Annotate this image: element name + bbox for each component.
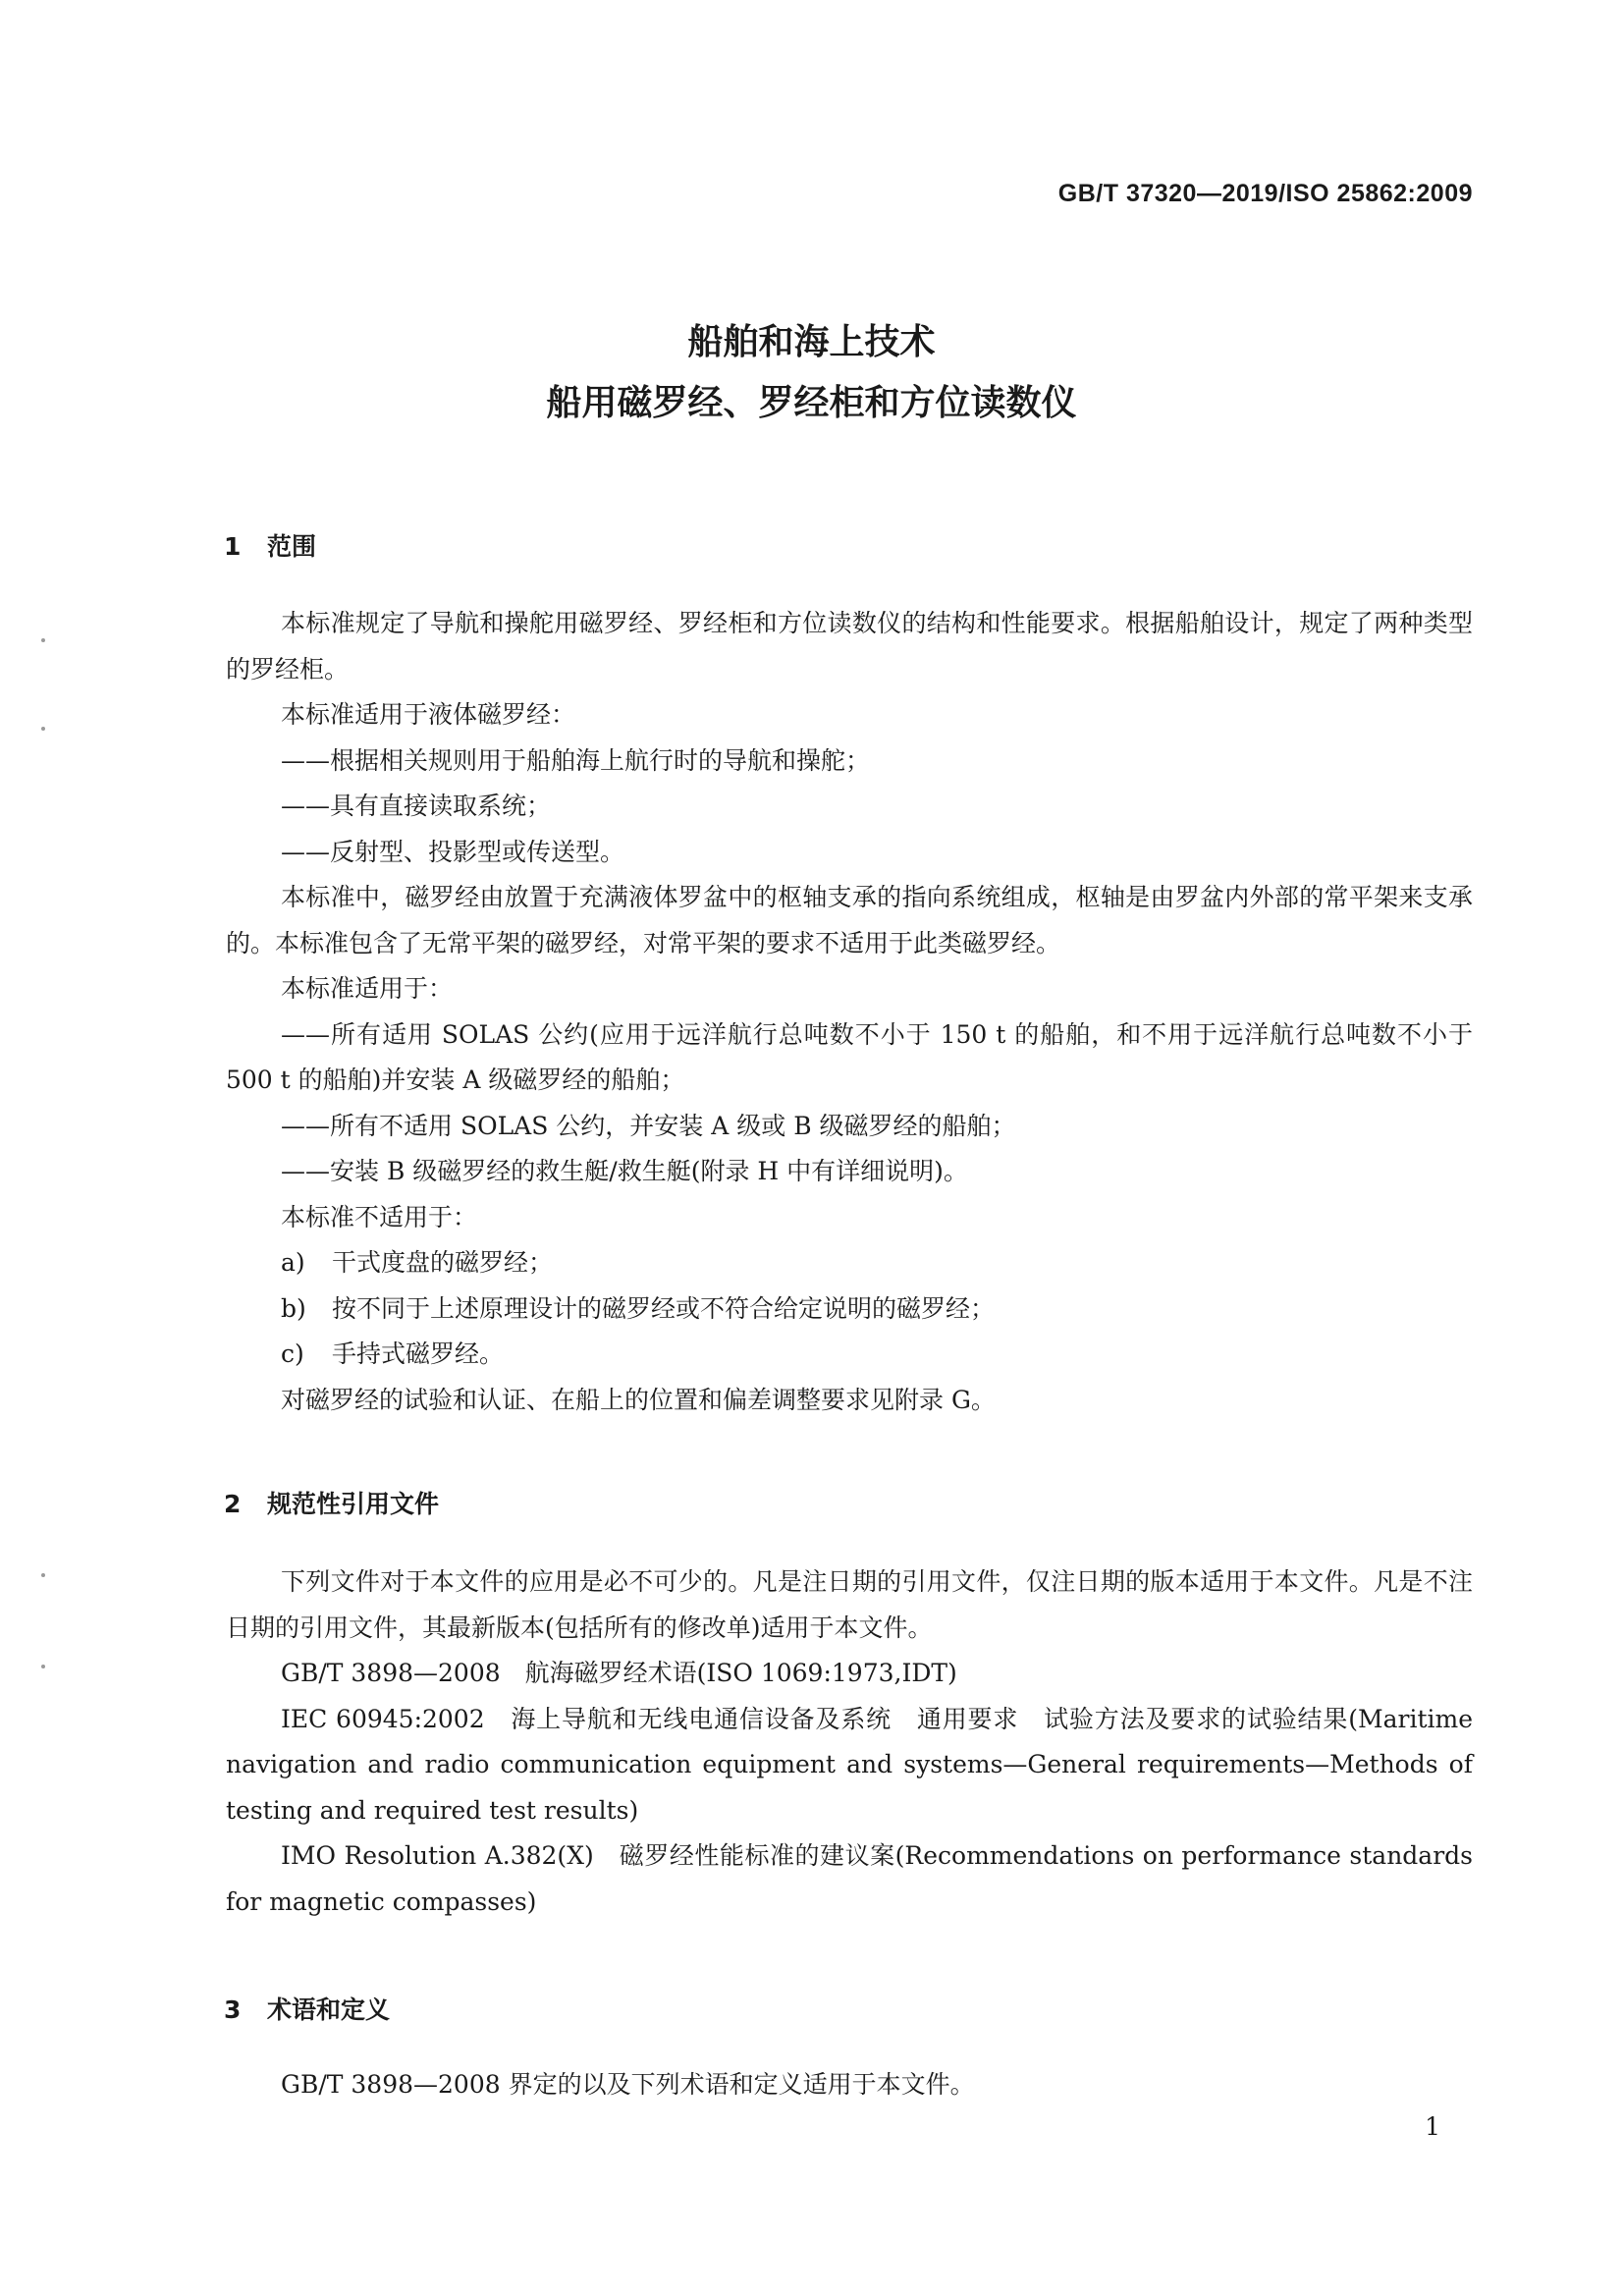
- paragraph: 下列文件对于本文件的应用是必不可少的。凡是注日期的引用文件，仅注日期的版本适用于本文件。凡是不注日期的引用文件，其最新版本(包括所有的修改单)适用于本文件。: [226, 1567, 1473, 1642]
- section-1-heading: [224, 527, 316, 563]
- dash-list-item: ——所有不适用 SOLAS 公约，并安装 A 级或 B 级磁罗经的船舶；: [281, 1111, 1016, 1140]
- section-1-title: 范围: [267, 532, 317, 561]
- title-line-2: 船用磁罗经、罗经柜和方位读数仪: [546, 383, 1077, 423]
- section-3-body: [226, 2062, 1473, 2108]
- dash-list-item: ——根据相关规则用于船舶海上航行时的导航和操舵；: [281, 745, 871, 775]
- paragraph: 本标准中，磁罗经由放置于充满液体罗盆中的枢轴支承的指向系统组成，枢轴是由罗盆内外部的常平架来支承的。本标准包含了无常平架的磁罗经，对常平架的要求不适用于此类磁罗经。: [226, 883, 1473, 957]
- reference-entry: IEC 60945:2002 海上导航和无线电通信设备及系统 通用要求 试验方法及要求的试验结果(Maritime navigation and radio communication equipment and systems—General requirements—Methods of testing and required test results): [226, 1704, 1473, 1825]
- list-item-text: 干式度盘的磁罗经；: [332, 1248, 554, 1277]
- paragraph: 本标准适用于液体磁罗经：: [281, 700, 576, 729]
- scan-speck: [41, 727, 45, 731]
- list-item: [226, 1286, 1473, 1333]
- scan-speck: [41, 1573, 45, 1577]
- scan-speck: [41, 638, 45, 642]
- document-title: [0, 312, 1623, 434]
- title-line-1: 船舶和海上技术: [687, 322, 936, 362]
- list-marker: b): [281, 1293, 306, 1323]
- paragraph: GB/T 3898—2008 界定的以及下列术语和定义适用于本文件。: [281, 2070, 975, 2099]
- paragraph: 对磁罗经的试验和认证、在船上的位置和偏差调整要求见附录 G。: [281, 1385, 996, 1414]
- list-item: [226, 1240, 1473, 1286]
- paragraph: 本标准适用于：: [281, 974, 454, 1003]
- section-2-heading: [224, 1485, 439, 1520]
- section-3-heading: [224, 1991, 390, 2026]
- section-2-body: [226, 1559, 1473, 1925]
- section-3-number: 3: [224, 1995, 242, 2024]
- dash-list-item: ——所有适用 SOLAS 公约(应用于远洋航行总吨数不小于 150 t 的船舶，和不用于远洋航行总吨数不小于 500 t 的船舶)并安装 A 级磁罗经的船舶；: [226, 1019, 1473, 1094]
- list-item-text: 按不同于上述原理设计的磁罗经或不符合给定说明的磁罗经；: [332, 1293, 996, 1323]
- section-1-number: 1: [224, 532, 242, 561]
- section-2-number: 2: [224, 1490, 242, 1518]
- dash-list-item: ——安装 B 级磁罗经的救生艇/救生艇(附录 H 中有详细说明)。: [281, 1157, 968, 1185]
- section-2-title: 规范性引用文件: [267, 1490, 440, 1518]
- reference-entry: GB/T 3898—2008 航海磁罗经术语(ISO 1069:1973,IDT): [281, 1659, 957, 1687]
- dash-list-item: ——具有直接读取系统；: [281, 792, 552, 820]
- section-3-title: 术语和定义: [267, 1995, 391, 2024]
- section-1-body: [226, 601, 1473, 1423]
- scan-speck: [41, 1665, 45, 1668]
- standard-number-header: GB/T 37320—2019/ISO 25862:2009: [1057, 180, 1473, 207]
- list-marker: c): [281, 1339, 304, 1368]
- paragraph: 本标准规定了导航和操舵用磁罗经、罗经柜和方位读数仪的结构和性能要求。根据船舶设计，规定了两种类型的罗经柜。: [226, 609, 1473, 683]
- paragraph: 本标准不适用于：: [281, 1202, 478, 1231]
- page-number: 1: [1425, 2112, 1440, 2141]
- reference-entry: IMO Resolution A.382(X) 磁罗经性能标准的建议案(Recommendations on performance standards for magnetic compasses): [226, 1841, 1473, 1916]
- list-item-text: 手持式磁罗经。: [332, 1339, 505, 1368]
- list-item: [226, 1332, 1473, 1378]
- list-marker: a): [281, 1248, 305, 1277]
- dash-list-item: ——反射型、投影型或传送型。: [281, 837, 625, 866]
